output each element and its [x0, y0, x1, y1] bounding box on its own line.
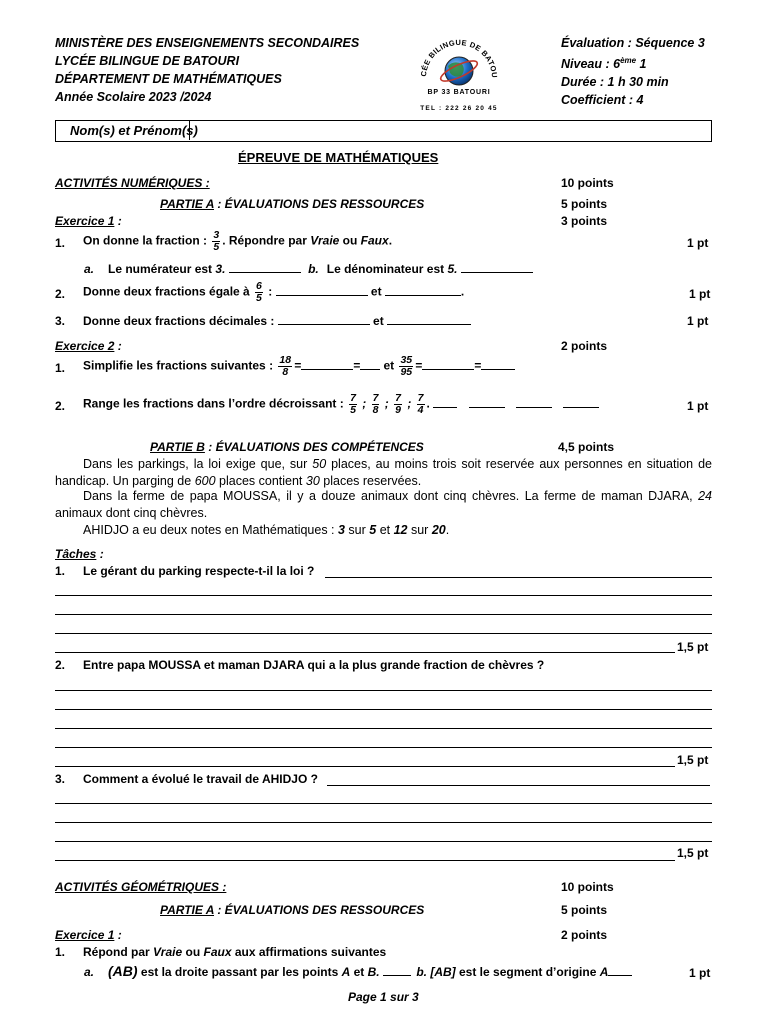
context-farm: Dans la ferme de papa MOUSSA, il y a douze animaux dont cinq chèvres. La ferme de maman DJARA, 24 animaux dont cinq chèvres. [55, 489, 712, 520]
answer-1a-field[interactable] [229, 262, 301, 273]
exercise-2-q2-number: 2. [55, 399, 66, 413]
simplify-35-95-step-field[interactable] [422, 359, 474, 370]
name-label: Nom(s) et Prénom(s) [70, 123, 198, 138]
task-3-answer-line[interactable] [55, 841, 712, 842]
question-3-number: 3. [55, 314, 66, 328]
geometry-activities-points: 10 points [561, 880, 614, 894]
logo-emblem-icon [404, 26, 514, 116]
geometry-question-1-number: 1. [55, 945, 66, 959]
geometry-exercise-1-points: 2 points [561, 928, 608, 942]
exercise-2-q2-text: Range les fractions dans l’ordre décroissant : $\frac{7}{5}$ ; $\frac{7}{8}$ ; $\frac{7}{9}$ ; $\frac{7}{4}$ . [83, 393, 599, 416]
exercise-2-q2-points: 1 pt [687, 399, 709, 413]
numeric-activities-points: 10 points [561, 176, 614, 190]
school-line: LYCÉE BILINGUE DE BATOURI [55, 54, 240, 68]
exercise-2-q1-number: 1. [55, 361, 66, 375]
logo-bp-text: BP 33 BATOURI [427, 89, 491, 96]
numeric-part-b-points: 4,5 points [558, 440, 615, 454]
question-2-text: Donne deux fractions égale à $\frac{6}{5}$ : et . [83, 280, 465, 304]
task-2-number: 2. [55, 658, 66, 672]
answer-geo-b-field[interactable] [608, 965, 632, 976]
task-1-text: Le gérant du parking respecte-t-il la loi ? [83, 564, 315, 578]
task-3-answer-line[interactable] [327, 785, 710, 786]
task-3-answer-line[interactable] [55, 822, 712, 823]
answer-2b-field[interactable] [385, 285, 461, 296]
task-1-answer-line[interactable] [55, 652, 675, 653]
question-1-text: On donne la fraction : $\frac{3}{5}$ . Répondre par Vraie ou Faux. [83, 229, 393, 253]
answer-geo-a-field[interactable] [383, 965, 411, 976]
tasks-heading: Tâches : [55, 547, 104, 561]
question-2-points: 1 pt [689, 287, 711, 301]
geometry-exercise-1-heading: Exercice 1 : [55, 928, 122, 942]
answer-3b-field[interactable] [387, 314, 471, 325]
numeric-activities-heading: ACTIVITÉS NUMÉRIQUES : [55, 176, 210, 190]
exercise-2-points: 2 points [561, 339, 608, 353]
page-number: Page 1 sur 3 [348, 990, 419, 1004]
task-2-answer-line[interactable] [55, 690, 712, 691]
task-2-answer-line[interactable] [55, 766, 675, 767]
school-year-line: Année Scolaire 2023 /2024 [55, 90, 212, 104]
level-line: Niveau : 6ème 1 [561, 56, 647, 72]
context-ahidjo: AHIDJO a eu deux notes en Mathématiques : 3 sur 5 et 12 sur 20. [83, 523, 450, 537]
geometry-question-1a: a. (AB) est la droite passant par les points A et B. b. [AB] est le segment d’origine A [84, 963, 632, 979]
task-3-answer-line[interactable] [55, 803, 712, 804]
exercise-1-heading: Exercice 1 : [55, 214, 122, 228]
task-3-text: Comment a évolué le travail de AHIDJO ? [83, 772, 318, 786]
geometry-question-1-points: 1 pt [689, 966, 711, 980]
question-3-text: Donne deux fractions décimales : et [83, 314, 471, 328]
answer-2a-field[interactable] [276, 285, 368, 296]
header-right [561, 34, 705, 109]
logo-tel-text: TEL : 222 26 20 45 [420, 105, 498, 112]
question-3-points: 1 pt [687, 314, 709, 328]
numeric-part-a-points: 5 points [561, 197, 608, 211]
department-line: DÉPARTEMENT DE MATHÉMATIQUES [55, 72, 282, 86]
name-field[interactable] [189, 121, 710, 140]
context-parking: Dans les parkings, la loi exige que, sur 50 places, au moins trois soit reservée aux personnes en situation de handicap. Un parging de 600 places contient 30 places reservées. [55, 457, 712, 488]
order-field-4[interactable] [563, 397, 599, 408]
question-1-number: 1. [55, 236, 66, 250]
numeric-part-a-heading: PARTIE A : ÉVALUATIONS DES RESSOURCES [160, 197, 425, 211]
numeric-part-b-heading: PARTIE B : ÉVALUATIONS DES COMPÉTENCES [150, 440, 424, 454]
simplify-35-95-result-field[interactable] [481, 359, 515, 370]
task-2-points: 1,5 pt [677, 753, 709, 767]
task-2-text: Entre papa MOUSSA et maman DJARA qui a la plus grande fraction de chèvres ? [83, 658, 545, 672]
evaluation-line: Évaluation : Séquence 3 [561, 36, 705, 50]
task-2-answer-line[interactable] [55, 747, 712, 748]
exercise-2-heading: Exercice 2 : [55, 339, 122, 353]
geometry-activities-heading: ACTIVITÉS GÉOMÉTRIQUES : [55, 880, 227, 894]
task-1-number: 1. [55, 564, 66, 578]
simplify-18-8-result-field[interactable] [360, 359, 380, 370]
question-2-number: 2. [55, 287, 66, 301]
task-1-points: 1,5 pt [677, 640, 709, 654]
geometry-part-a-heading: PARTIE A : ÉVALUATIONS DES RESSOURCES [160, 903, 425, 917]
exercise-2-q1-text: Simplifie les fractions suivantes : $\frac{18}{8}$ = = et $\frac{35}{95}$ = = [83, 355, 515, 378]
task-1-answer-line[interactable] [55, 595, 712, 596]
duration-line: Durée : 1 h 30 min [561, 75, 669, 90]
geometry-part-a-points: 5 points [561, 903, 608, 917]
name-box [55, 120, 712, 142]
header-left [55, 34, 359, 106]
task-1-answer-line[interactable] [55, 614, 712, 615]
task-1-answer-line[interactable] [325, 577, 712, 578]
task-2-answer-line[interactable] [55, 728, 712, 729]
coefficient-line: Coefficient : 4 [561, 93, 644, 108]
exercise-1-points: 3 points [561, 214, 608, 228]
order-field-3[interactable] [516, 397, 552, 408]
task-2-answer-line[interactable] [55, 709, 712, 710]
order-field-2[interactable] [469, 397, 505, 408]
question-1a: a. Le numérateur est 3. b. Le dénominateur est 5. [84, 262, 533, 276]
svg-text:LYCÉE BILINGUE DE BATOURI: CÉE BILINGUE DE BATOU [418, 37, 500, 79]
task-3-number: 3. [55, 772, 66, 786]
task-1-answer-line[interactable] [55, 633, 712, 634]
order-field-1[interactable] [433, 397, 457, 408]
geometry-question-1-text: Répond par Vraie ou Faux aux affirmations suivantes [83, 945, 387, 959]
school-logo [404, 26, 514, 116]
answer-3a-field[interactable] [278, 314, 370, 325]
answer-1b-field[interactable] [461, 262, 533, 273]
task-3-answer-line[interactable] [55, 860, 675, 861]
simplify-18-8-step-field[interactable] [301, 359, 353, 370]
task-3-points: 1,5 pt [677, 846, 709, 860]
question-1-points: 1 pt [687, 236, 709, 250]
ministry-line: MINISTÈRE DES ENSEIGNEMENTS SECONDAIRES [55, 36, 360, 50]
page-title: ÉPREUVE DE MATHÉMATIQUES [238, 150, 439, 165]
